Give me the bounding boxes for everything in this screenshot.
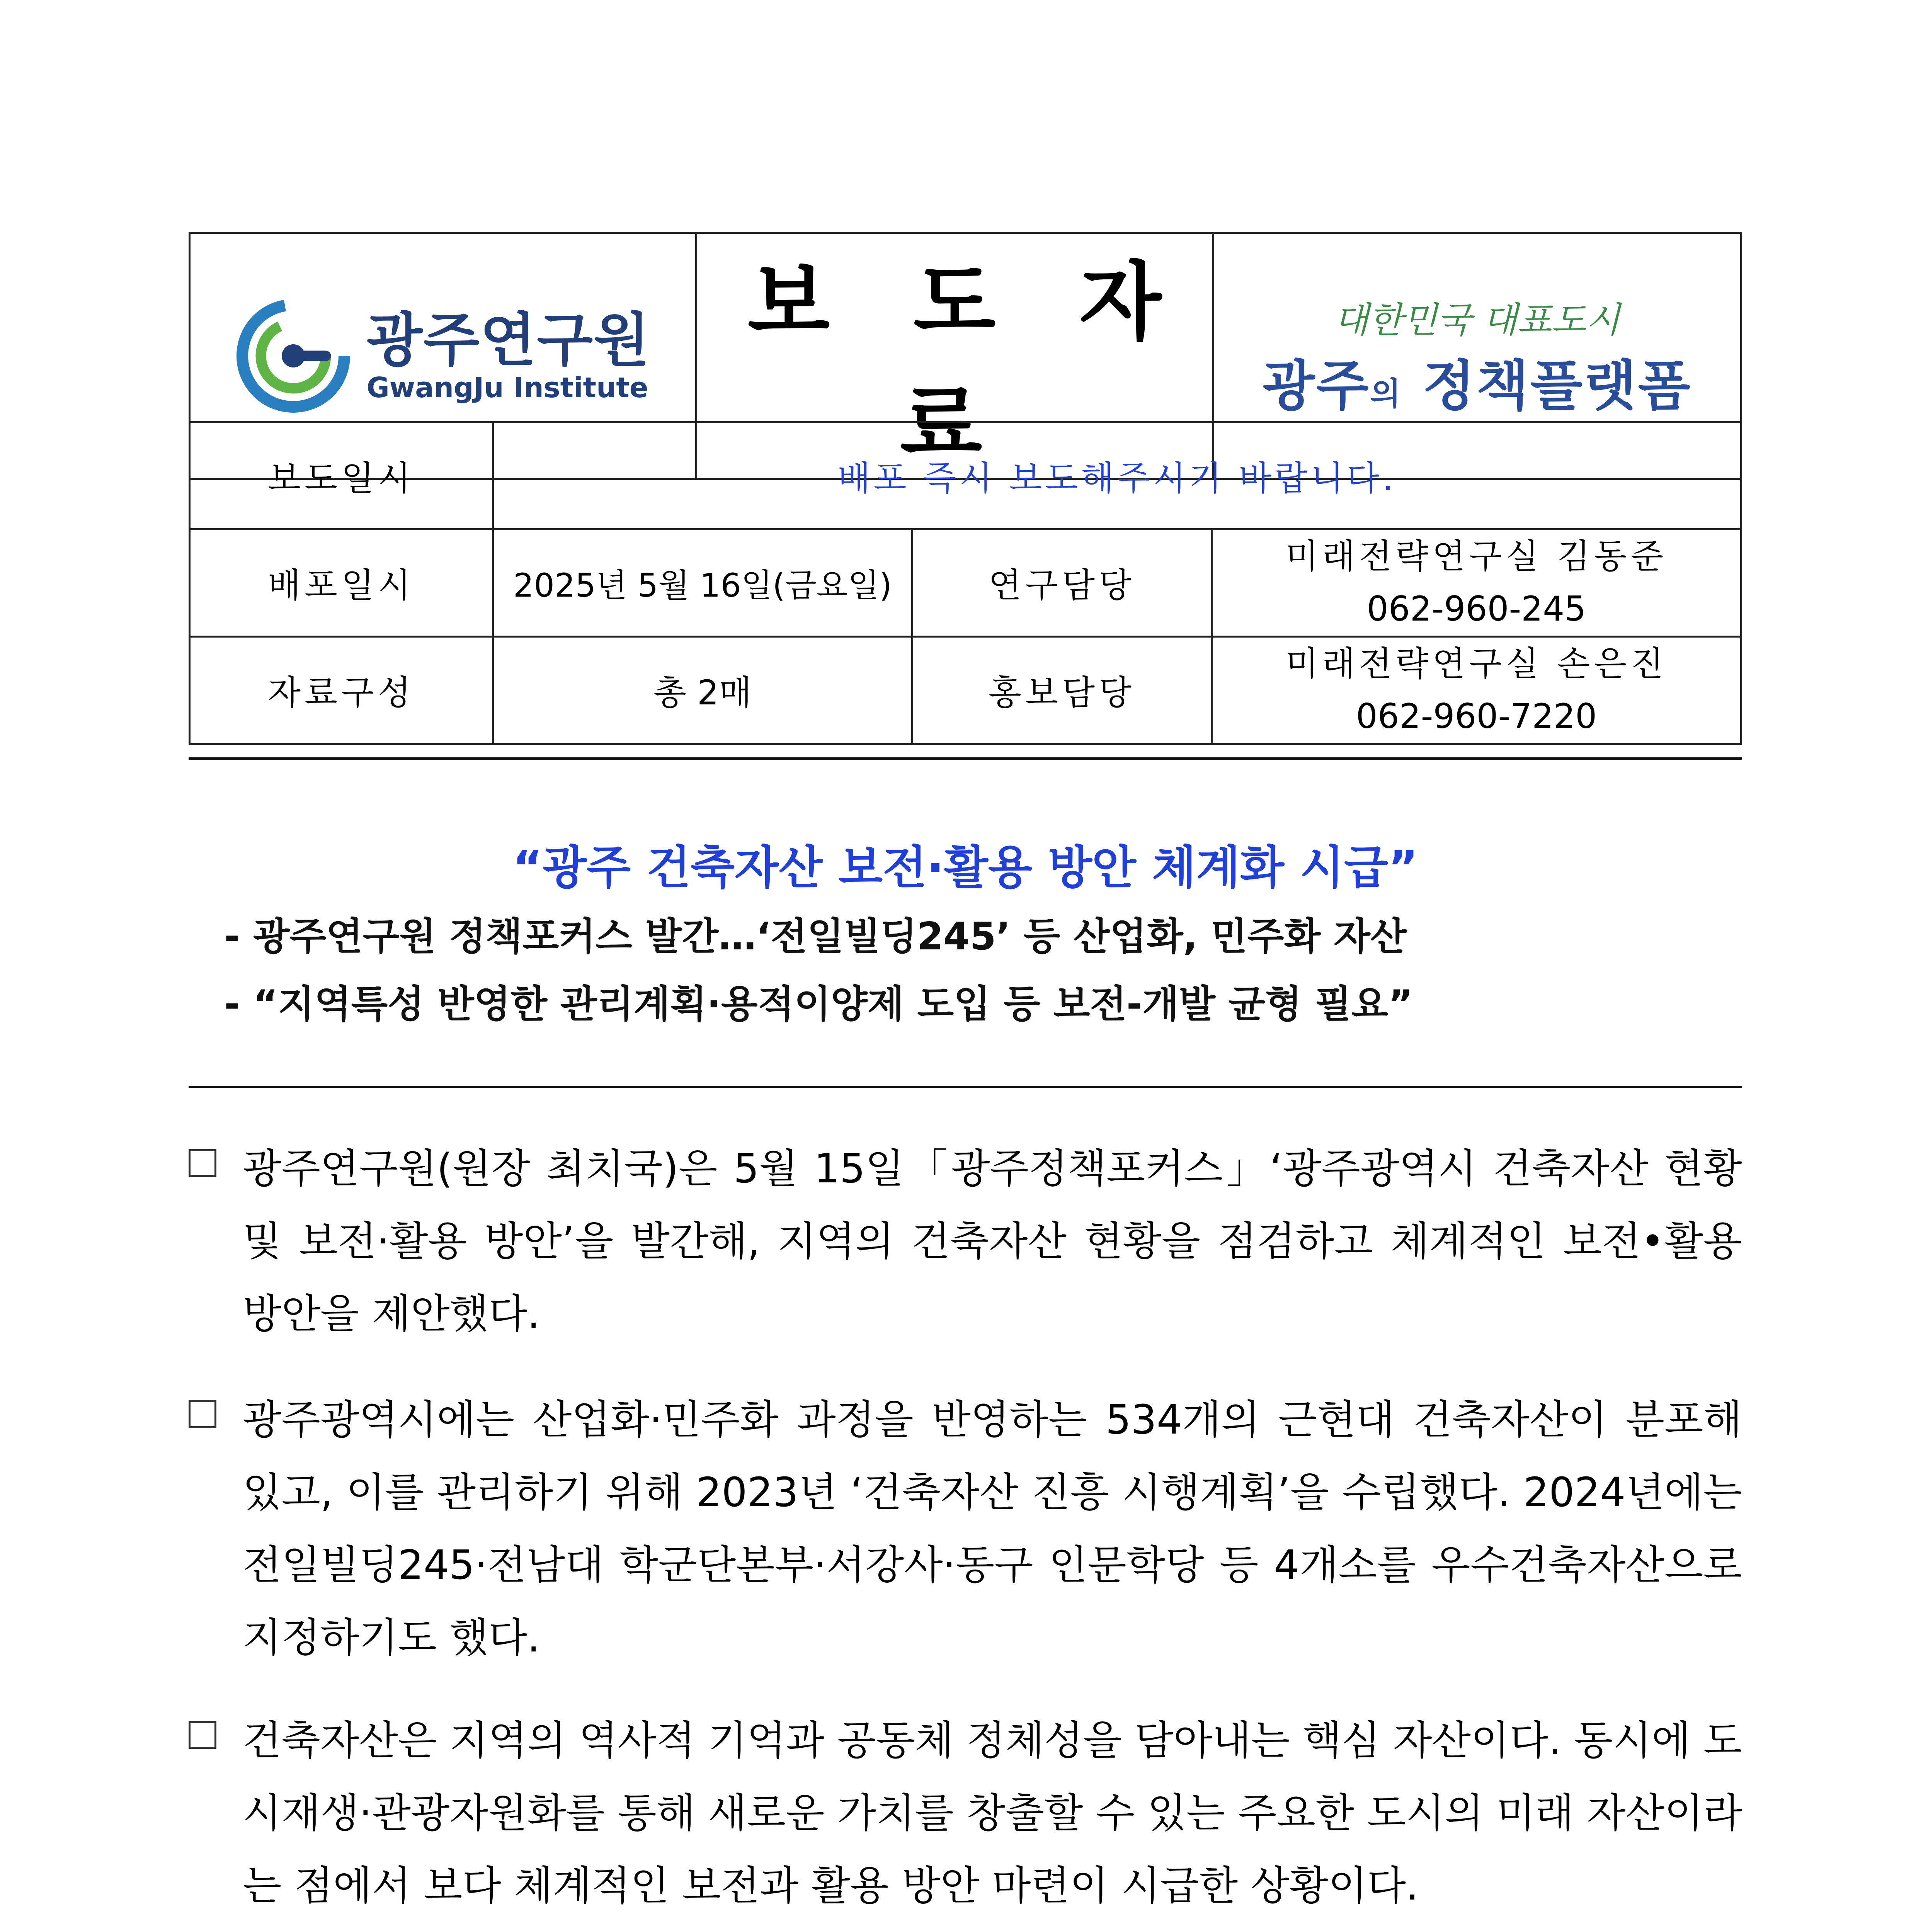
slogan-line-1: 대한민국 대표도시 (1334, 299, 1620, 341)
paragraph-text: 광주광역시에는 산업화·민주화 과정을 반영하는 534개의 근현대 건축자산이 분포해 있고, 이를 관리하기 위해 2023년 ‘건축자산 진흥 시행계획’을 수립했다. 2024년에는 전일빌딩245·전남대 학군단본부·서강사·동구 인문학당 등 4개소를 우수건축자산으로 지정하기도 했다. (243, 1396, 1742, 1661)
research-contact-name: 미래전략연구실 김동준 (1285, 536, 1668, 576)
bullet-box-icon (189, 1400, 216, 1428)
paragraph-1 (189, 1132, 1742, 1350)
research-contact (1212, 529, 1741, 637)
pr-contact-label: 홍보담당 (912, 636, 1212, 744)
slogan-particle: 의 (1370, 375, 1402, 412)
pr-contact (1212, 636, 1741, 744)
paragraph-text: 광주연구원(원장 최치국)은 5월 15일「광주정책포커스」‘광주광역시 건축자산 현황 및 보전·활용 방안’을 발간해, 지역의 건축자산 현황을 점검하고 체계적인 보전•활용 방안을 제안했다. (243, 1145, 1742, 1337)
paragraph-2 (189, 1383, 1742, 1674)
release-date-label: 보도일시 (190, 422, 493, 529)
pr-contact-name: 미래전략연구실 손은진 (1285, 643, 1668, 684)
logo-name-ko: 광주연구원 (366, 306, 651, 374)
paragraph-text: 건축자산은 지역의 역사적 기억과 공동체 정체성을 담아내는 핵심 자산이다. 동시에 도시재생·관광자원화를 통해 새로운 가치를 창출할 수 있는 주요한 도시의 미래 자산이라는 점에서 보다 체계적인 보전과 활용 방안 마련이 시급한 상황이다. (243, 1717, 1742, 1909)
distribution-date-value: 2025년 5월 16일(금요일) (493, 529, 912, 637)
pr-contact-phone: 062-960-7220 (1356, 696, 1597, 736)
bullet-box-icon (189, 1721, 216, 1749)
paragraph-3 (189, 1704, 1742, 1922)
press-info-table (189, 421, 1742, 745)
distribution-date-label: 배포일시 (190, 529, 493, 637)
institute-logo (191, 298, 695, 414)
logo-name-en: GwangJu Institute (366, 371, 648, 404)
composition-value: 총 2매 (493, 636, 912, 744)
press-release-title: 보 도 자 료 (747, 253, 1189, 474)
gwangju-institute-logo-icon (235, 298, 351, 414)
header-divider (189, 757, 1742, 760)
slogan-platform: 정책플랫폼 (1402, 354, 1692, 418)
slogan-gwangju: 광주 (1263, 354, 1370, 418)
headline: “광주 건축자산 보전·활용 방안 체계화 시급” (512, 841, 1418, 894)
release-date-value: 배포 즉시 보도해주시기 바랍니다. (493, 422, 1741, 529)
research-contact-phone: 062-960-245 (1366, 589, 1586, 629)
slogan-line-2 (1214, 343, 1740, 420)
composition-label: 자료구성 (190, 636, 493, 744)
bullet-box-icon (189, 1149, 216, 1177)
subheadline-2: - “지역특성 반영한 관리계획·용적이양제 도입 등 보전-개발 균형 필요” (224, 982, 1413, 1026)
subheadline-1: - 광주연구원 정책포커스 발간…‘전일빌딩245’ 등 산업화, 민주화 자산 (224, 915, 1407, 959)
research-contact-label: 연구담당 (912, 529, 1212, 637)
headline-divider (189, 1086, 1742, 1088)
